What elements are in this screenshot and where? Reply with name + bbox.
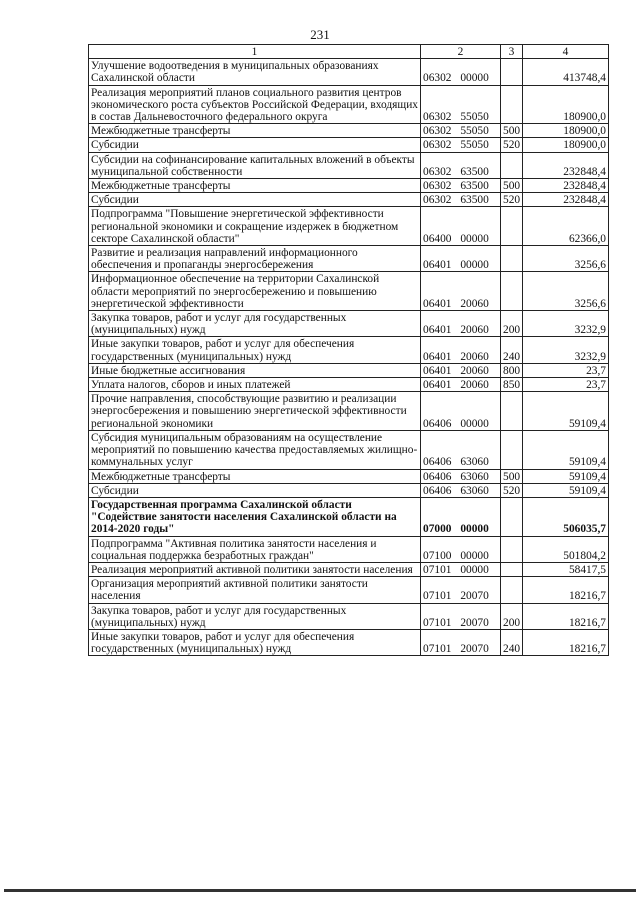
row-type-cell [501,207,523,246]
row-type-cell: 500 [501,179,523,193]
row-type-cell: 500 [501,469,523,483]
row-amount-cell: 59109,4 [523,469,609,483]
row-code-cell: 06401 20060 [421,378,501,392]
table-row [89,483,609,497]
table-row [89,311,609,337]
row-code-cell: 06401 20060 [421,363,501,377]
row-amount-cell: 3256,6 [523,246,609,272]
row-amount-cell: 180900,0 [523,138,609,152]
row-name-cell: Закупка товаров, работ и услуг для государственных (муниципальных) нужд [89,311,421,337]
row-amount-cell: 180900,0 [523,85,609,124]
row-type-cell [501,246,523,272]
row-type-cell [501,85,523,124]
table-row [89,392,609,431]
row-code-cell: 06302 55050 [421,124,501,138]
table-row [89,193,609,207]
table-row [89,469,609,483]
row-type-cell [501,272,523,311]
row-code-cell: 06302 55050 [421,85,501,124]
table-row [89,179,609,193]
row-type-cell: 200 [501,311,523,337]
row-name-cell: Межбюджетные трансферты [89,469,421,483]
row-code-cell: 07101 20070 [421,577,501,603]
row-name-cell: Межбюджетные трансферты [89,124,421,138]
row-name-cell: Субсидии [89,138,421,152]
table-header-row [89,45,609,59]
row-code-cell: 07100 00000 [421,536,501,562]
column-header-name: 1 [89,45,421,59]
row-name-cell: Улучшение водоотведения в муниципальных образованиях Сахалинской области [89,59,421,85]
row-code-cell: 06401 20060 [421,311,501,337]
row-amount-cell: 62366,0 [523,207,609,246]
table-row [89,430,609,469]
column-header-amount: 4 [523,45,609,59]
bottom-rule [4,889,636,892]
row-name-cell: Реализация мероприятий активной политики занятости населения [89,562,421,576]
row-name-cell: Иные бюджетные ассигнования [89,363,421,377]
row-code-cell: 07101 00000 [421,562,501,576]
row-code-cell: 07000 00000 [421,497,501,536]
table-row [89,246,609,272]
row-type-cell [501,59,523,85]
row-amount-cell: 506035,7 [523,497,609,536]
row-amount-cell: 232848,4 [523,179,609,193]
row-type-cell: 240 [501,629,523,655]
row-name-cell: Субсидия муниципальным образованиям на осуществление мероприятий по повышению качества предоставляемых жилищно-коммунальных услуг [89,430,421,469]
row-amount-cell: 18216,7 [523,603,609,629]
row-code-cell: 06406 63060 [421,469,501,483]
row-code-cell: 06401 20060 [421,337,501,363]
column-header-code: 2 [421,45,501,59]
row-amount-cell: 232848,4 [523,152,609,178]
row-name-cell: Субсидии [89,483,421,497]
row-type-cell: 800 [501,363,523,377]
table-row [89,497,609,536]
row-amount-cell: 501804,2 [523,536,609,562]
row-amount-cell: 18216,7 [523,577,609,603]
row-type-cell [501,392,523,431]
row-name-cell: Субсидии на софинансирование капитальных вложений в объекты муниципальной собственности [89,152,421,178]
row-amount-cell: 180900,0 [523,124,609,138]
row-type-cell: 200 [501,603,523,629]
table-body [89,59,609,656]
row-amount-cell: 59109,4 [523,430,609,469]
row-type-cell: 520 [501,483,523,497]
row-type-cell: 520 [501,138,523,152]
row-name-cell: Государственная программа Сахалинской области "Содействие занятости населения Сахалинской области на 2014-2020 годы" [89,497,421,536]
row-code-cell: 06406 63060 [421,430,501,469]
table-row [89,207,609,246]
row-code-cell: 06302 63500 [421,193,501,207]
table-row [89,138,609,152]
row-name-cell: Подпрограмма "Активная политика занятости населения и социальная поддержка безработных граждан" [89,536,421,562]
row-code-cell: 06400 00000 [421,207,501,246]
table-row [89,378,609,392]
row-type-cell [501,562,523,576]
row-amount-cell: 58417,5 [523,562,609,576]
row-amount-cell: 23,7 [523,363,609,377]
row-type-cell: 520 [501,193,523,207]
budget-table [88,44,609,656]
row-code-cell: 06302 63500 [421,179,501,193]
row-amount-cell: 232848,4 [523,193,609,207]
row-type-cell: 500 [501,124,523,138]
row-code-cell: 06406 00000 [421,392,501,431]
row-amount-cell: 413748,4 [523,59,609,85]
page-number: 231 [310,27,330,42]
table-row [89,363,609,377]
row-name-cell: Иные закупки товаров, работ и услуг для обеспечения государственных (муниципальных) нужд [89,337,421,363]
row-code-cell: 06406 63060 [421,483,501,497]
row-type-cell: 240 [501,337,523,363]
row-code-cell: 06401 00000 [421,246,501,272]
row-name-cell: Уплата налогов, сборов и иных платежей [89,378,421,392]
row-code-cell: 06401 20060 [421,272,501,311]
row-name-cell: Прочие направления, способствующие развитию и реализации энергосбережения и повышению энергетической эффективности региональной экономики [89,392,421,431]
table-row [89,59,609,85]
row-code-cell: 07101 20070 [421,629,501,655]
row-name-cell: Межбюджетные трансферты [89,179,421,193]
row-type-cell: 850 [501,378,523,392]
row-name-cell: Иные закупки товаров, работ и услуг для обеспечения государственных (муниципальных) нужд [89,629,421,655]
table-row [89,272,609,311]
row-amount-cell: 59109,4 [523,392,609,431]
row-name-cell: Субсидии [89,193,421,207]
row-type-cell [501,536,523,562]
row-name-cell: Развитие и реализация направлений информационного обеспечения и пропаганды энергосбережения [89,246,421,272]
row-amount-cell: 3256,6 [523,272,609,311]
row-type-cell [501,152,523,178]
column-header-type: 3 [501,45,523,59]
table-row [89,536,609,562]
row-code-cell: 06302 00000 [421,59,501,85]
row-amount-cell: 3232,9 [523,337,609,363]
table-row [89,603,609,629]
row-name-cell: Закупка товаров, работ и услуг для государственных (муниципальных) нужд [89,603,421,629]
table-row [89,629,609,655]
row-amount-cell: 3232,9 [523,311,609,337]
table-row [89,124,609,138]
row-amount-cell: 18216,7 [523,629,609,655]
table-row [89,577,609,603]
row-name-cell: Организация мероприятий активной политики занятости населения [89,577,421,603]
table-row [89,337,609,363]
row-name-cell: Реализация мероприятий планов социального развития центров экономического роста субъектов Российской Федерации, входящих в состав Дальневосточного федерального округа [89,85,421,124]
row-name-cell: Информационное обеспечение на территории Сахалинской области мероприятий по энергосбережению и повышению энергетической эффективности [89,272,421,311]
row-code-cell: 07101 20070 [421,603,501,629]
row-type-cell [501,577,523,603]
table-row [89,85,609,124]
row-name-cell: Подпрограмма "Повышение энергетической эффективности региональной экономики и сокращение издержек в бюджетном секторе Сахалинской области" [89,207,421,246]
row-amount-cell: 59109,4 [523,483,609,497]
row-code-cell: 06302 63500 [421,152,501,178]
table-row [89,152,609,178]
row-type-cell [501,430,523,469]
row-amount-cell: 23,7 [523,378,609,392]
row-type-cell [501,497,523,536]
row-code-cell: 06302 55050 [421,138,501,152]
table-row [89,562,609,576]
